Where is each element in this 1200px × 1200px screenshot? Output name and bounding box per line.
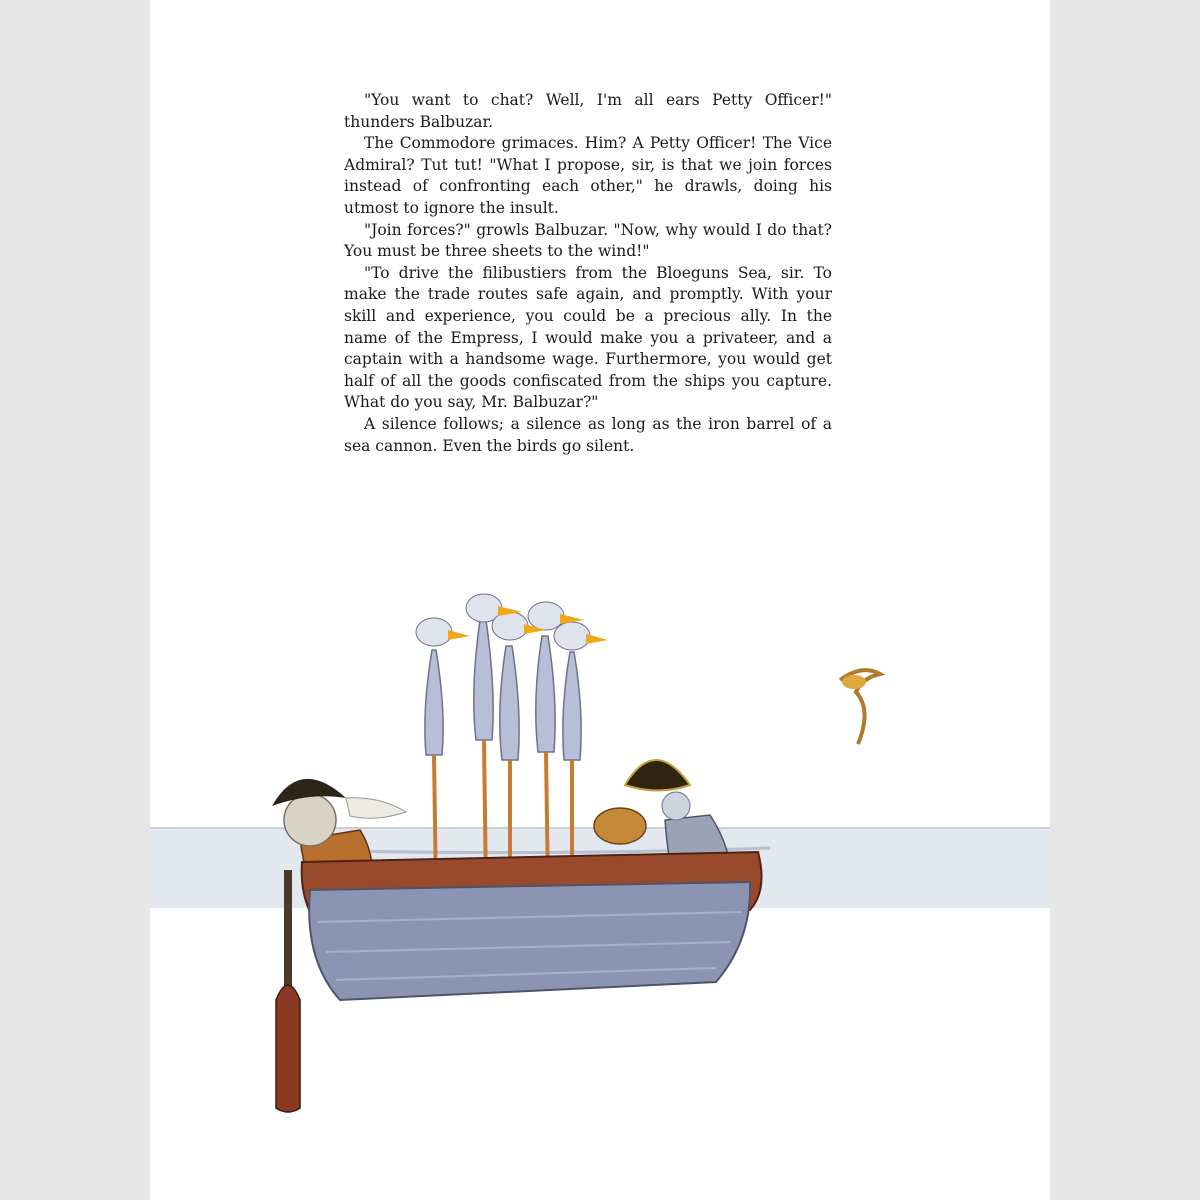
story-paragraph: "You want to chat? Well, I'm all ears Petty Officer!" thunders Balbuzar. [344, 91, 832, 131]
story-paragraph: A silence follows; a silence as long as the iron barrel of a sea cannon. Even the birds go silent. [344, 414, 832, 455]
seagulls [416, 594, 608, 650]
rowboat-illustration [150, 560, 1050, 1200]
story-paragraph: "Join forces?" growls Balbuzar. "Now, why would I do that? You must be three sheets to the wind!" [344, 220, 832, 261]
story-text [344, 90, 832, 457]
flying-bird [840, 670, 880, 744]
book-page [150, 0, 1050, 1200]
story-paragraph: "To drive the filibustiers from the Bloeguns Sea, sir. To make the trade routes safe again, and promptly. With your skill and experience, you could be a precious ally. In the name of the Empress, I would make you a privateer, and a captain with a handsome wage. Furthermore, you would get half of all the goods confiscated from the ships you capture. What do you say, Mr. Balbuzar?" [344, 263, 832, 412]
story-paragraph: The Commodore grimaces. Him? A Petty Officer! The Vice Admiral? Tut tut! "What I propose, sir, is that we join forces instead of confronting each other," he drawls, doing his utmost to ignore the insult. [344, 134, 832, 217]
rowboat [302, 852, 762, 1000]
